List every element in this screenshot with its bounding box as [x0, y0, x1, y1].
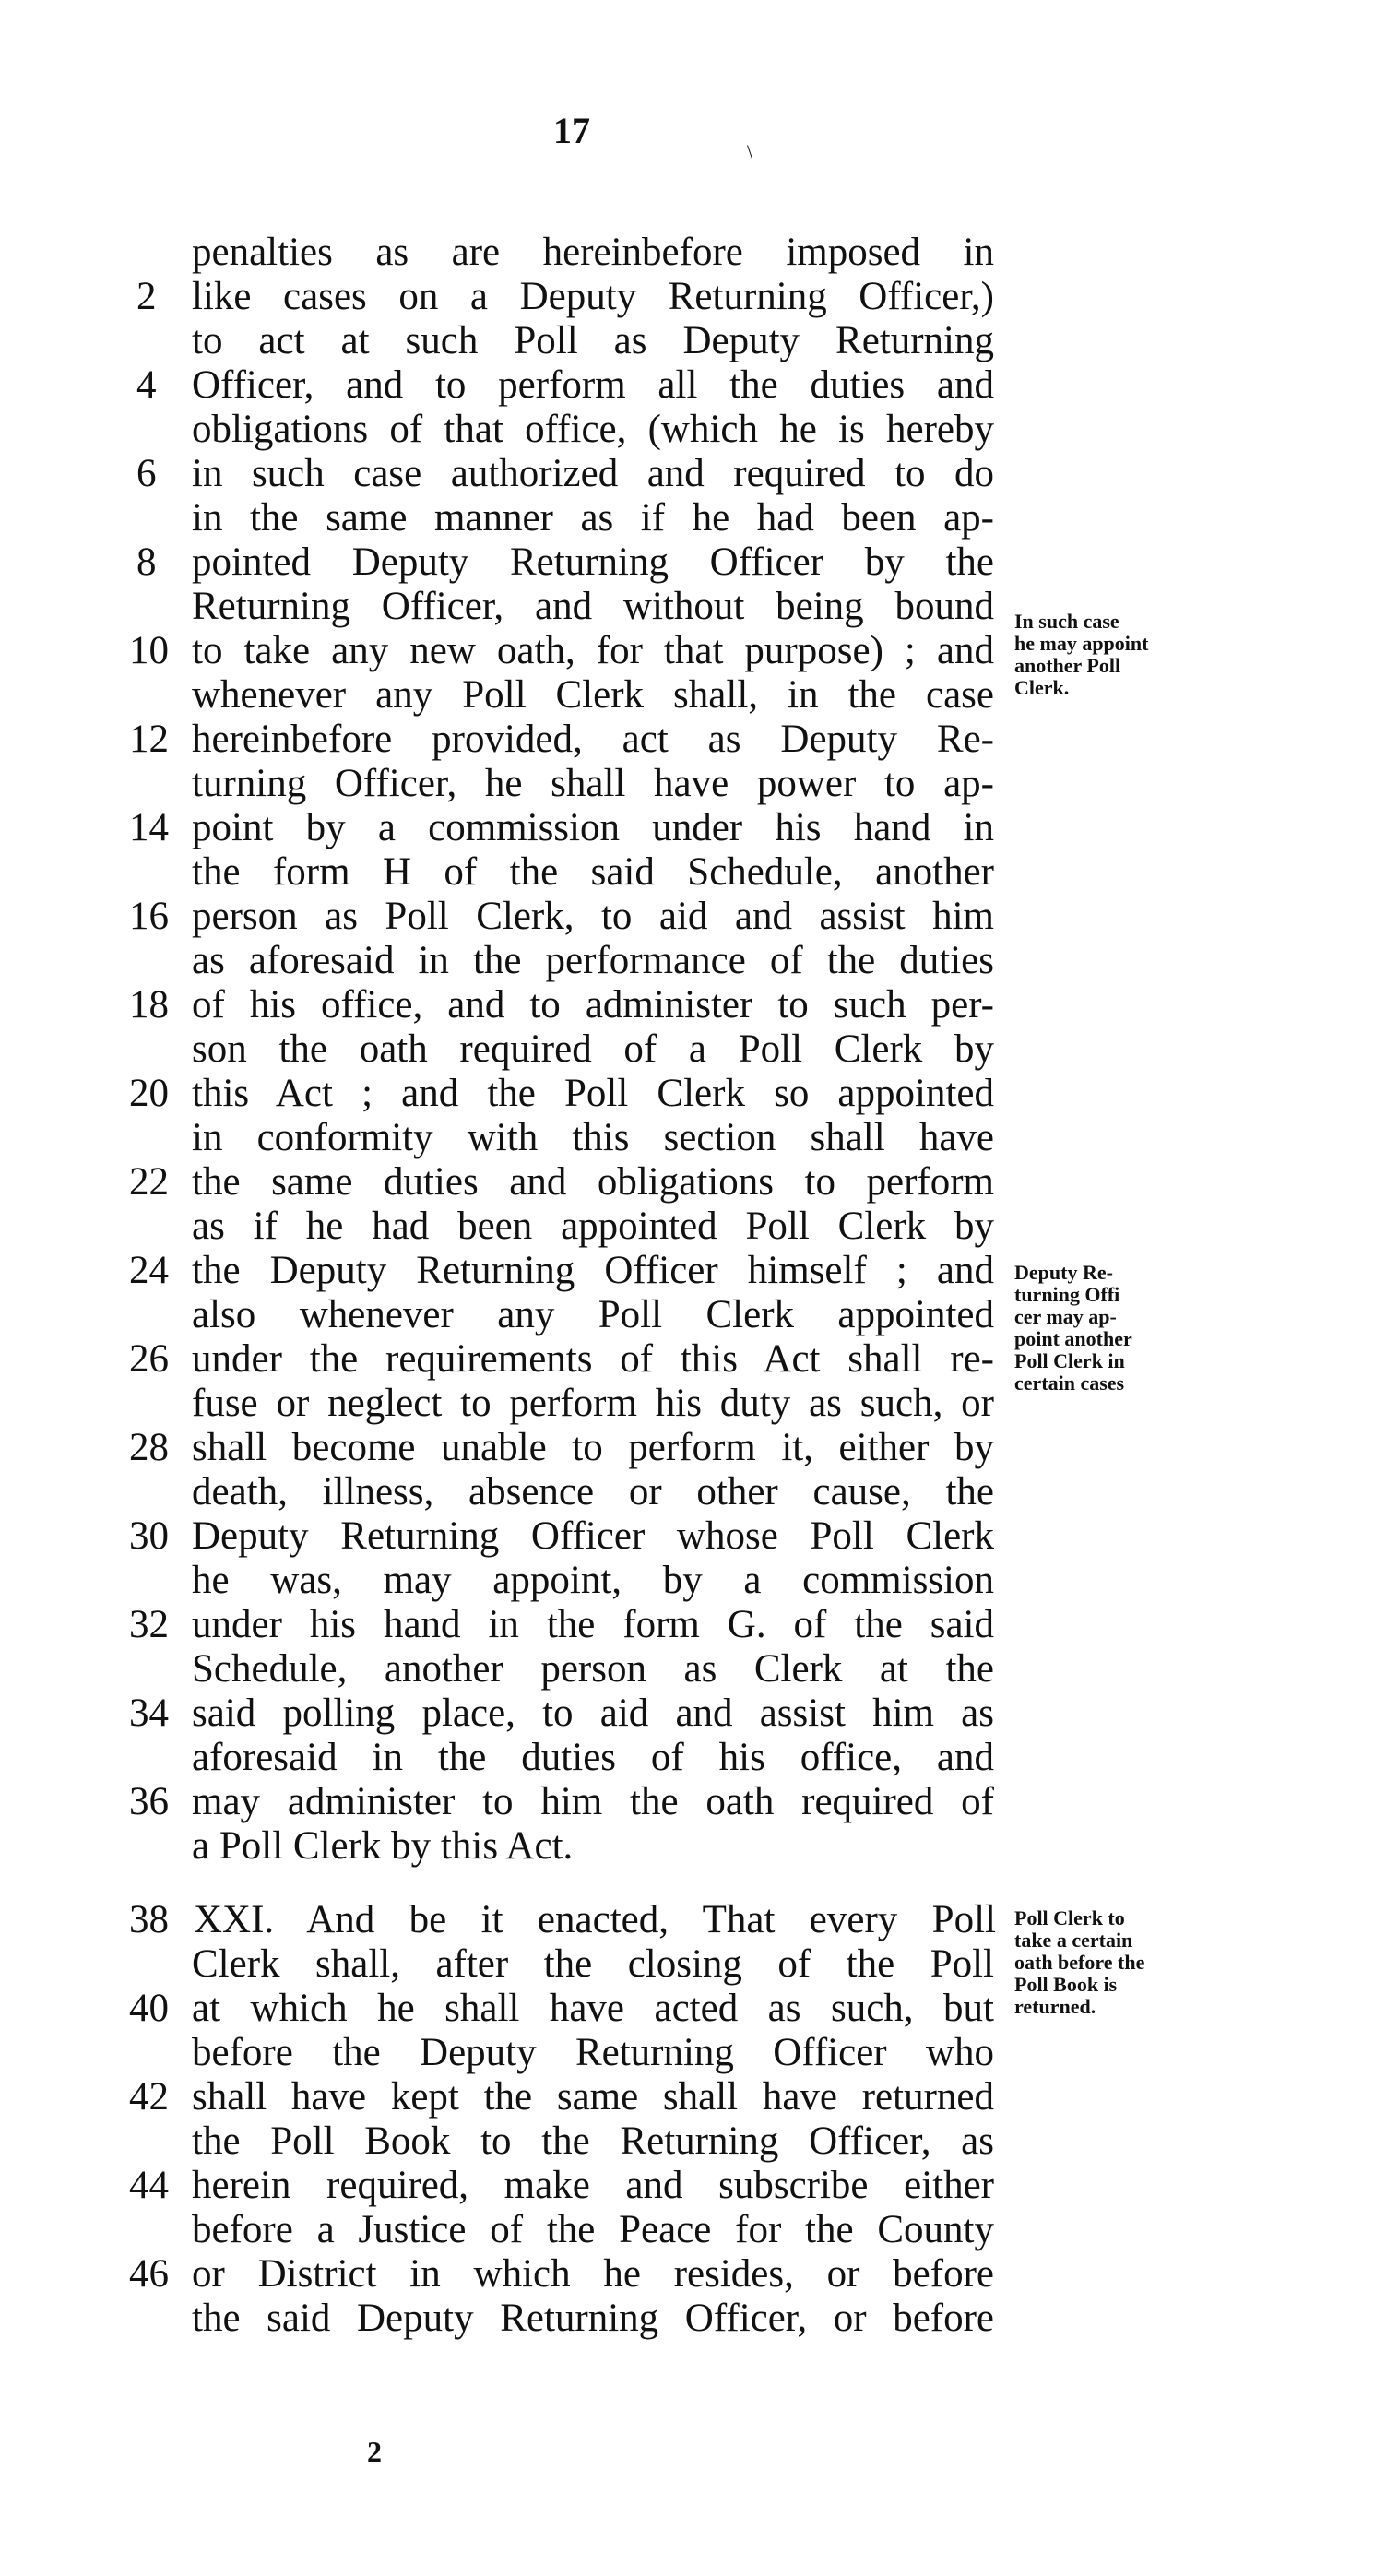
line-number [129, 1824, 183, 1869]
text-line: the said Deputy Returning Officer, or before [192, 2297, 994, 2340]
text-line: like cases on a Deputy Returning Officer,) [192, 275, 994, 318]
text-line: obligations of that office, (which he is hereby [192, 408, 994, 451]
text-line: Officer, and to perform all the duties and [192, 363, 994, 407]
line-number: 10 [129, 629, 169, 672]
line-number: 24 [129, 1249, 169, 1292]
line-number [129, 1942, 183, 1987]
text-line: he was, may appoint, by a commission [192, 1559, 994, 1602]
line-number [136, 319, 190, 363]
margin-note-line: returned. [1014, 1995, 1096, 2018]
text-line: to take any new oath, for that purpose) ; and [192, 629, 994, 672]
line-number: 34 [129, 1692, 169, 1735]
text-line: son the oath required of a Poll Clerk by [192, 1027, 994, 1071]
text-line: in the same manner as if he had been ap- [192, 496, 994, 540]
line-number: 44 [129, 2164, 169, 2207]
line-number [129, 1205, 183, 1249]
margin-note-deputy-appoints [1014, 1262, 1217, 1395]
margin-note-line: Poll Clerk to [1014, 1906, 1125, 1929]
margin-note-line: another Poll [1014, 654, 1121, 677]
line-number: 4 [136, 363, 157, 407]
text-line: the same duties and obligations to perform [192, 1160, 994, 1204]
text-line: also whenever any Poll Clerk appointed [192, 1293, 994, 1336]
line-number: 38 [129, 1898, 169, 1941]
margin-note-line: Clerk. [1014, 676, 1070, 699]
line-number: 8 [136, 540, 157, 584]
line-number [129, 2208, 183, 2252]
line-number: 22 [129, 1160, 169, 1204]
text-line: turning Officer, he shall have power to ap- [192, 762, 994, 805]
margin-note-poll-clerk-oath [1014, 1907, 1217, 2018]
line-number [129, 1559, 183, 1603]
line-number [129, 850, 183, 895]
line-number: 18 [129, 983, 169, 1027]
line-number: 36 [129, 1780, 169, 1823]
signature-mark: 2 [367, 2435, 382, 2468]
line-number: 28 [129, 1426, 169, 1469]
margin-note-line: Poll Clerk in [1014, 1349, 1125, 1372]
text-line: said polling place, to aid and assist him as [192, 1692, 994, 1735]
margin-note-line: Deputy Re- [1014, 1261, 1113, 1284]
line-number [129, 2031, 183, 2075]
text-line: Schedule, another person as Clerk at the [192, 1647, 994, 1691]
line-number: 20 [129, 1072, 169, 1115]
text-line: or District in which he resides, or before [192, 2252, 994, 2296]
text-line: in such case authorized and required to do [192, 452, 994, 495]
text-line: death, illness, absence or other cause, the [192, 1470, 994, 1514]
margin-note-line: point another [1014, 1327, 1132, 1350]
line-number: 40 [129, 1987, 169, 2030]
text-line: this Act ; and the Poll Clerk so appointed [192, 1072, 994, 1115]
text-line: a Poll Clerk by this Act. [192, 1824, 574, 1868]
line-number [129, 1382, 183, 1426]
line-number: 6 [136, 452, 157, 495]
line-number: 2 [136, 275, 157, 318]
line-number: 26 [129, 1337, 169, 1381]
line-number [129, 1470, 183, 1514]
line-number [136, 496, 190, 540]
text-line: before the Deputy Returning Officer who [192, 2031, 994, 2074]
margin-note-line: In such case [1014, 610, 1119, 633]
line-number [129, 1736, 183, 1780]
text-line: pointed Deputy Returning Officer by the [192, 540, 994, 584]
line-number [129, 1647, 183, 1692]
line-number [129, 939, 183, 983]
margin-note-line: certain cases [1014, 1371, 1125, 1395]
margin-note-line: Poll Book is [1014, 1973, 1118, 1996]
text-line: at which he shall have acted as such, but [192, 1987, 994, 2030]
line-number: 32 [129, 1603, 169, 1646]
line-number: 12 [129, 718, 169, 761]
text-line: in conformity with this section shall have [192, 1116, 994, 1159]
margin-note-line: take a certain [1014, 1929, 1133, 1952]
text-line: the Poll Book to the Returning Officer, as [192, 2119, 994, 2163]
line-number: 30 [129, 1514, 169, 1558]
text-line: before a Justice of the Peace for the County [192, 2208, 994, 2251]
text-line: Returning Officer, and without being bound [192, 585, 994, 628]
text-line: to act at such Poll as Deputy Returning [192, 319, 994, 362]
line-number [129, 673, 183, 718]
line-number [136, 408, 190, 452]
text-line: the form H of the said Schedule, another [192, 850, 994, 894]
page-number: 17 [553, 110, 590, 151]
line-number: 42 [129, 2075, 169, 2119]
margin-note-another-poll-clerk [1014, 611, 1217, 699]
line-number: 16 [129, 895, 169, 938]
line-number [129, 1116, 183, 1160]
text-line: Deputy Returning Officer whose Poll Clerk [192, 1514, 994, 1558]
text-line: under the requirements of this Act shall re- [192, 1337, 994, 1381]
line-number: 14 [129, 806, 169, 849]
text-line: point by a commission under his hand in [192, 806, 994, 849]
line-number [129, 762, 183, 806]
text-line: person as Poll Clerk, to aid and assist him [192, 895, 994, 938]
line-number [129, 1027, 183, 1072]
text-line: aforesaid in the duties of his office, and [192, 1736, 994, 1779]
line-number [129, 2297, 183, 2341]
text-line: may administer to him the oath required of [192, 1780, 994, 1823]
line-number [129, 1293, 183, 1337]
line-number [136, 585, 190, 629]
line-number: 46 [129, 2252, 169, 2296]
text-line: as aforesaid in the performance of the duties [192, 939, 994, 982]
text-line: shall have kept the same shall have returned [192, 2075, 994, 2119]
text-line: under his hand in the form G. of the said [192, 1603, 994, 1646]
print-speck: \ [747, 140, 753, 163]
text-line: Clerk shall, after the closing of the Poll [192, 1942, 994, 1986]
text-line: hereinbefore provided, act as Deputy Re- [192, 718, 994, 761]
margin-note-line: cer may ap- [1014, 1305, 1117, 1328]
line-number [136, 231, 190, 275]
text-line: herein required, make and subscribe either [192, 2164, 994, 2207]
text-line: as if he had been appointed Poll Clerk by [192, 1205, 994, 1248]
line-number [129, 2119, 183, 2164]
text-line: the Deputy Returning Officer himself ; and [192, 1249, 994, 1292]
margin-note-line: turning Offi [1014, 1283, 1120, 1306]
text-line: fuse or neglect to perform his duty as such, or [192, 1382, 994, 1425]
section-heading-line: XXI. And be it enacted, That every Poll [194, 1898, 996, 1941]
text-line: whenever any Poll Clerk shall, in the case [192, 673, 994, 717]
margin-note-line: oath before the [1014, 1951, 1145, 1974]
margin-note-line: he may appoint [1014, 632, 1149, 655]
text-line: shall become unable to perform it, either by [192, 1426, 994, 1469]
text-line: of his office, and to administer to such per- [192, 983, 994, 1027]
text-line: penalties as are hereinbefore imposed in [192, 231, 994, 274]
